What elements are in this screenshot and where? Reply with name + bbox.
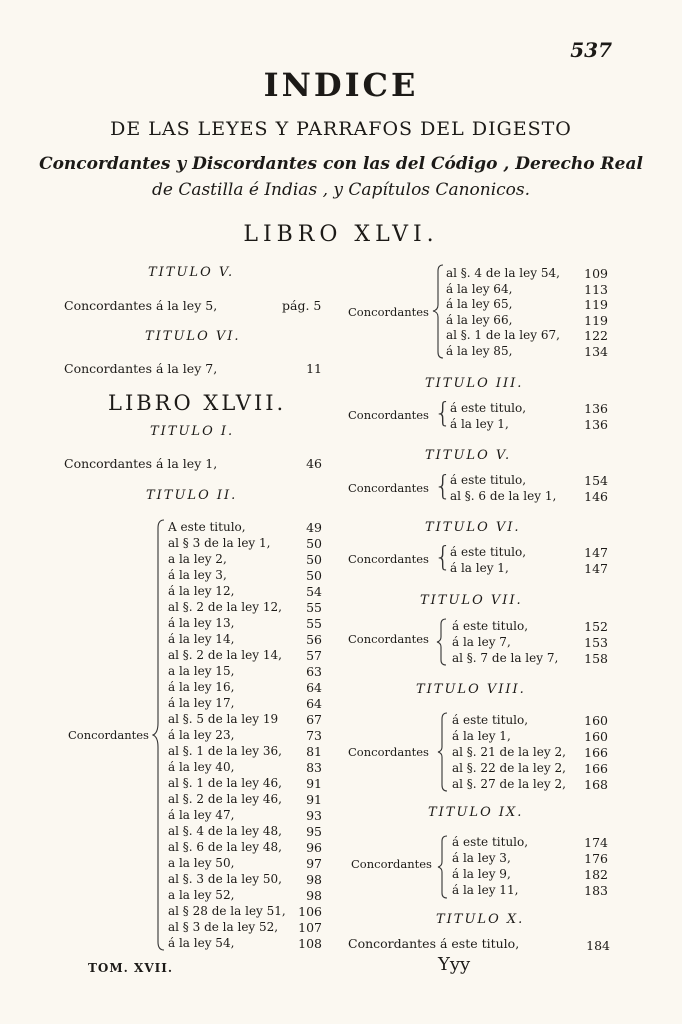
right-titulo-viii-item-page: 160: [584, 713, 608, 728]
right-titulo-ix-item-page: 176: [584, 851, 608, 866]
left-titulo-ii-item-page: 50: [306, 568, 322, 583]
left-titulo-v-page: pág. 5: [282, 298, 322, 313]
right-titulo-viii-item-page: 168: [584, 777, 608, 792]
right-titulo-viii-item-ref: al §. 27 de la ley 2,: [452, 777, 566, 791]
left-titulo-ii-item-page: 54: [306, 584, 322, 599]
left-titulo-ii-item-page: 50: [306, 536, 322, 551]
right-titulo-iii-item-ref: á la ley 1,: [450, 417, 509, 431]
right-titulo-vii-item-page: 153: [584, 635, 608, 650]
right-titulo-viii-item-page: 166: [584, 761, 608, 776]
left-titulo-ii-concordantes: Concordantes: [68, 728, 149, 742]
left-titulo-v-heading: TITULO V.: [148, 265, 235, 280]
right-titulo-iii-item-page: 136: [584, 417, 608, 432]
right-titulo-vii-item-page: 152: [584, 619, 608, 634]
left-titulo-ii-item-ref: á la ley 16,: [168, 680, 235, 694]
left-titulo-ii-item-ref: al § 28 de la ley 51,: [168, 904, 286, 918]
left-titulo-ii-item-page: 57: [306, 648, 322, 663]
right-top-item-ref: á la ley 66,: [446, 312, 513, 327]
left-titulo-ii-item-ref: a la ley 2,: [168, 552, 227, 566]
left-titulo-ii-item-ref: á la ley 23,: [168, 728, 235, 742]
right-titulo-vi-item-page: 147: [584, 545, 608, 560]
right-top-item-ref: al §. 4 de la ley 54,: [446, 266, 560, 280]
left-titulo-ii-item-page: 50: [306, 552, 322, 567]
right-titulo-viii-heading: TITULO VIII.: [416, 682, 526, 697]
right-titulo-vii-brace: [436, 617, 448, 667]
left-titulo-ii-item-ref: á la ley 13,: [168, 616, 235, 630]
left-titulo-i-entry: Concordantes á la ley 1,: [64, 456, 218, 471]
left-titulo-ii-item-ref: á la ley 17,: [168, 696, 235, 710]
libro-47-heading: LIBRO XLVII.: [108, 391, 287, 415]
right-titulo-iii-heading: TITULO III.: [425, 376, 524, 391]
left-titulo-ii-item-ref: al §. 2 de la ley 14,: [168, 648, 282, 662]
left-titulo-ii-item-ref: á la ley 40,: [168, 760, 235, 774]
right-titulo-ix-item-page: 174: [584, 835, 608, 850]
right-top-item-ref: al §. 1 de la ley 67,: [446, 328, 560, 343]
right-titulo-iii-brace: {: [434, 396, 452, 429]
left-titulo-ii-item-ref: al §. 3 de la ley 50,: [168, 872, 282, 886]
left-titulo-ii-item-page: 91: [306, 792, 322, 807]
index-title: INDICE: [263, 66, 419, 104]
left-titulo-ii-item-page: 64: [306, 696, 322, 711]
right-titulo-iii-item-page: 136: [584, 401, 608, 416]
right-titulo-vi-item-ref: á la ley 1,: [450, 561, 509, 575]
left-titulo-ii-item-page: 64: [306, 680, 322, 695]
right-top-item-ref: á la ley 64,: [446, 281, 513, 296]
right-titulo-viii-concordantes: Concordantes: [348, 745, 429, 759]
signature-mark: Yyy: [438, 954, 471, 975]
right-titulo-v-heading: TITULO V.: [425, 448, 512, 463]
left-titulo-ii-item-ref: á la ley 14,: [168, 632, 235, 646]
left-titulo-ii-item-page: 73: [306, 728, 322, 743]
right-titulo-vi-brace: {: [434, 540, 452, 573]
right-top-item-page: 134: [584, 344, 608, 359]
right-titulo-viii-item-ref: al §. 22 de la ley 2,: [452, 761, 566, 775]
left-titulo-ii-item-page: 98: [306, 888, 322, 903]
index-description-line-1: Concordantes y Discordantes con las del Código , Derecho Real: [39, 154, 643, 174]
left-titulo-ii-item-page: 96: [306, 840, 322, 855]
left-titulo-ii-item-ref: al §. 5 de la ley 19: [168, 712, 279, 726]
right-titulo-viii-brace: [437, 711, 449, 793]
right-top-item-page: 109: [584, 266, 608, 281]
right-titulo-vi-item-ref: á este titulo,: [450, 545, 527, 559]
right-titulo-ix-heading: TITULO IX.: [428, 805, 524, 820]
left-titulo-ii-item-ref: A este titulo,: [168, 520, 246, 534]
left-titulo-ii-item-page: 107: [298, 920, 322, 935]
left-titulo-ii-item-ref: al §. 1 de la ley 36,: [168, 744, 282, 758]
right-top-item-page: 119: [584, 297, 608, 313]
left-titulo-ii-item-ref: al §. 2 de la ley 46,: [168, 792, 282, 806]
left-titulo-i-page: 46: [306, 456, 322, 471]
right-titulo-v-concordantes: Concordantes: [348, 481, 429, 495]
left-titulo-ii-item-page: 95: [306, 824, 322, 839]
left-titulo-ii-item-page: 67: [306, 712, 322, 727]
left-titulo-ii-item-ref: á la ley 54,: [168, 936, 235, 950]
right-titulo-vii-item-ref: al §. 7 de la ley 7,: [452, 651, 559, 665]
left-titulo-ii-item-page: 49: [306, 520, 322, 535]
left-titulo-ii-item-page: 63: [306, 664, 322, 679]
right-titulo-v-item-ref: á este titulo,: [450, 473, 527, 487]
right-titulo-vii-item-ref: á este titulo,: [452, 619, 529, 633]
left-titulo-ii-item-ref: a la ley 50,: [168, 856, 235, 870]
right-titulo-vii-item-page: 158: [584, 651, 608, 666]
left-titulo-ii-brace: [152, 518, 168, 952]
left-titulo-vi-entry: Concordantes á la ley 7,: [64, 361, 218, 376]
left-titulo-ii-item-page: 106: [298, 904, 322, 919]
right-titulo-x-heading: TITULO X.: [436, 912, 525, 927]
left-titulo-i-heading: TITULO I.: [150, 424, 235, 439]
left-titulo-ii-item-ref: a la ley 15,: [168, 664, 235, 678]
left-titulo-v-entry: Concordantes á la ley 5,: [64, 298, 218, 313]
right-titulo-ix-item-ref: á este titulo,: [452, 835, 529, 849]
left-titulo-ii-item-page: 81: [306, 744, 322, 759]
right-titulo-vi-heading: TITULO VI.: [425, 520, 521, 535]
left-titulo-ii-item-page: 83: [306, 760, 322, 775]
left-titulo-ii-item-ref: al §. 6 de la ley 48,: [168, 840, 282, 854]
page-number: 537: [570, 38, 612, 62]
left-titulo-ii-item-page: 55: [306, 600, 322, 615]
right-top-item-page: 122: [584, 328, 608, 344]
right-top-item-page: 113: [584, 281, 608, 297]
left-titulo-ii-item-ref: a la ley 52,: [168, 888, 235, 902]
right-titulo-viii-item-ref: á la ley 1,: [452, 729, 511, 743]
left-titulo-ii-item-page: 55: [306, 616, 322, 631]
left-titulo-ii-item-page: 108: [298, 936, 322, 951]
right-top-item-ref: á la ley 85,: [446, 344, 513, 358]
right-titulo-vii-item-ref: á la ley 7,: [452, 635, 511, 649]
right-titulo-viii-item-page: 160: [584, 729, 608, 744]
left-titulo-ii-item-ref: á la ley 3,: [168, 568, 227, 582]
left-titulo-ii-heading: TITULO II.: [146, 488, 238, 503]
left-titulo-ii-item-page: 98: [306, 872, 322, 887]
left-titulo-ii-item-page: 93: [306, 808, 322, 823]
right-titulo-iii-item-ref: á este titulo,: [450, 401, 527, 415]
right-titulo-x-page: 184: [586, 938, 610, 953]
right-titulo-iii-concordantes: Concordantes: [348, 408, 429, 422]
right-titulo-ix-item-ref: á la ley 3,: [452, 851, 511, 865]
left-titulo-vi-page: 11: [306, 361, 322, 376]
right-titulo-viii-item-page: 166: [584, 745, 608, 760]
right-titulo-ix-item-page: 182: [584, 867, 608, 882]
index-subtitle: DE LAS LEYES Y PARRAFOS DEL DIGESTO: [110, 118, 572, 140]
right-titulo-viii-item-ref: al §. 21 de la ley 2,: [452, 745, 566, 759]
right-titulo-v-brace: {: [434, 469, 452, 502]
left-titulo-ii-item-ref: á la ley 47,: [168, 808, 235, 822]
right-titulo-vii-heading: TITULO VII.: [420, 593, 523, 608]
left-titulo-ii-item-ref: al § 3 de la ley 52,: [168, 920, 279, 934]
left-titulo-ii-item-ref: al §. 1 de la ley 46,: [168, 776, 282, 790]
right-titulo-v-item-ref: al §. 6 de la ley 1,: [450, 489, 557, 503]
right-top-item-page: 119: [584, 312, 608, 328]
right-titulo-ix-brace: [437, 834, 449, 900]
right-titulo-v-item-page: 154: [584, 473, 608, 488]
libro-46-heading: LIBRO XLVI.: [243, 222, 439, 247]
left-titulo-ii-item-page: 97: [306, 856, 322, 871]
right-titulo-vi-item-page: 147: [584, 561, 608, 576]
left-titulo-ii-item-ref: al § 3 de la ley 1,: [168, 536, 271, 550]
left-titulo-ii-item-page: 91: [306, 776, 322, 791]
right-titulo-x-entry: Concordantes á este titulo,: [348, 936, 520, 951]
right-titulo-v-item-page: 146: [584, 489, 608, 504]
left-titulo-ii-item-ref: al §. 4 de la ley 48,: [168, 824, 282, 838]
left-titulo-vi-heading: TITULO VI.: [145, 329, 241, 344]
right-titulo-vii-concordantes: Concordantes: [348, 632, 429, 646]
right-top-concordantes: Concordantes: [348, 305, 429, 319]
volume-footer: TOM. XVII.: [88, 961, 174, 975]
left-titulo-ii-item-page: 56: [306, 632, 322, 647]
index-description-line-2: de Castilla é Indias , y Capítulos Canonicos.: [151, 180, 531, 200]
right-titulo-vi-concordantes: Concordantes: [348, 552, 429, 566]
left-titulo-ii-item-ref: á la ley 12,: [168, 584, 235, 598]
right-titulo-ix-item-ref: á la ley 9,: [452, 867, 511, 881]
right-titulo-viii-item-ref: á este titulo,: [452, 713, 529, 727]
left-titulo-ii-item-ref: al §. 2 de la ley 12,: [168, 600, 282, 614]
right-top-brace: [432, 263, 446, 360]
right-titulo-ix-item-page: 183: [584, 883, 608, 898]
right-titulo-ix-item-ref: á la ley 11,: [452, 883, 519, 897]
right-top-item-ref: á la ley 65,: [446, 297, 513, 312]
right-titulo-ix-concordantes: Concordantes: [351, 857, 432, 871]
